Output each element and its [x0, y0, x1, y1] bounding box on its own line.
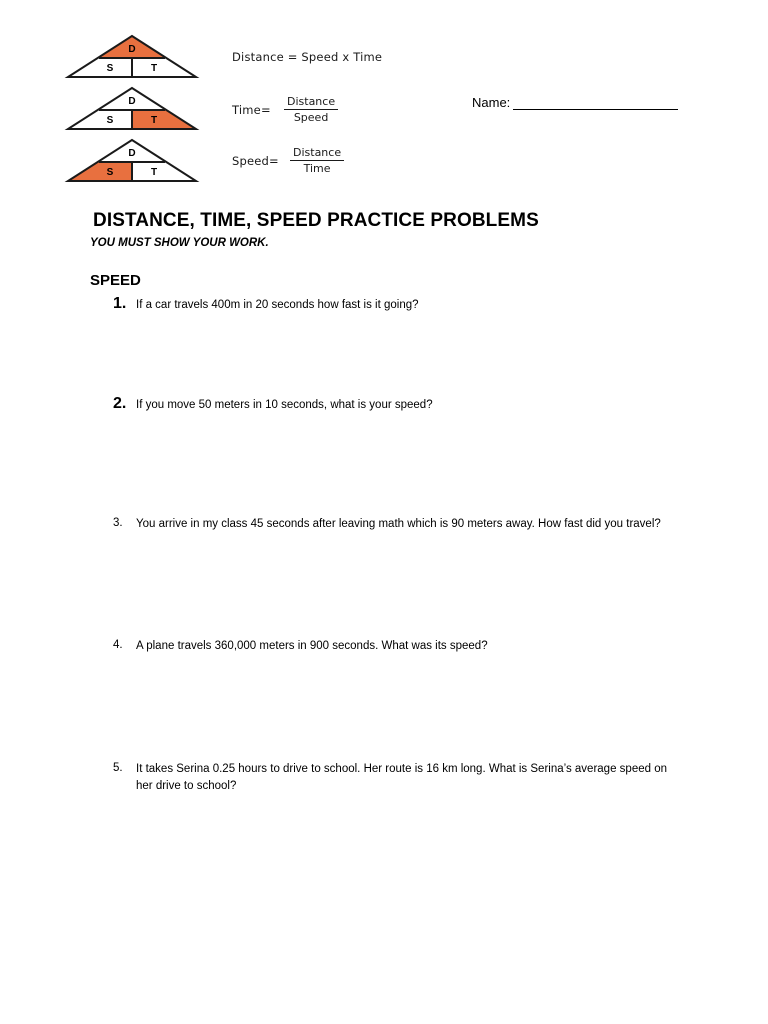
- question-number: 1.: [113, 295, 127, 312]
- speed-formula-label: Speed=: [232, 154, 279, 168]
- distance-formula: Distance = Speed x Time: [232, 50, 383, 64]
- name-label: Name:: [472, 95, 511, 110]
- time-numerator: Distance: [284, 95, 338, 110]
- question-number: 2.: [113, 395, 127, 412]
- triangle-s-label: S: [106, 167, 114, 178]
- question-text: You arrive in my class 45 seconds after leaving math which is 90 meters away. How fast did you travel?: [136, 518, 661, 530]
- triangle-d-label: D: [128, 148, 136, 159]
- speed-formula-fraction: [290, 146, 344, 176]
- time-formula-fraction: [284, 95, 338, 125]
- speed-numerator: Distance: [290, 146, 344, 161]
- triangle-s-label: S: [106, 115, 114, 126]
- question-text: If a car travels 400m in 20 seconds how fast is it going?: [136, 299, 419, 311]
- triangle-t-label: T: [150, 63, 158, 74]
- triangle-d-label: D: [128, 44, 136, 55]
- speed-denominator: Time: [303, 162, 331, 175]
- time-formula-label: Time=: [232, 103, 271, 117]
- triangle-t-label: T: [150, 115, 158, 126]
- page-title: DISTANCE, TIME, SPEED PRACTICE PROBLEMS: [93, 210, 539, 231]
- question-text: If you move 50 meters in 10 seconds, what is your speed?: [136, 399, 433, 411]
- triangle-s-label: S: [106, 63, 114, 74]
- question-number: 3.: [113, 517, 123, 529]
- question-number: 4.: [113, 639, 123, 651]
- triangle-right-section: [132, 110, 196, 129]
- question-text: It takes Serina 0.25 hours to drive to school. Her route is 16 km long. What is Serina’s average speed on her drive to school?: [136, 763, 667, 792]
- triangle-d-label: D: [128, 96, 136, 107]
- section-heading-speed: SPEED: [90, 272, 141, 289]
- question-number: 5.: [113, 762, 123, 774]
- name-input-line[interactable]: [513, 96, 678, 110]
- triangle-left-section: [68, 162, 132, 181]
- dst-triangle-time: [66, 87, 198, 131]
- triangle-t-label: T: [150, 167, 158, 178]
- question-text: A plane travels 360,000 meters in 900 seconds. What was its speed?: [136, 640, 488, 652]
- instruction-text: YOU MUST SHOW YOUR WORK.: [90, 237, 269, 249]
- time-denominator: Speed: [293, 111, 329, 124]
- dst-triangle-distance: [66, 35, 198, 79]
- dst-triangle-speed: [66, 139, 198, 183]
